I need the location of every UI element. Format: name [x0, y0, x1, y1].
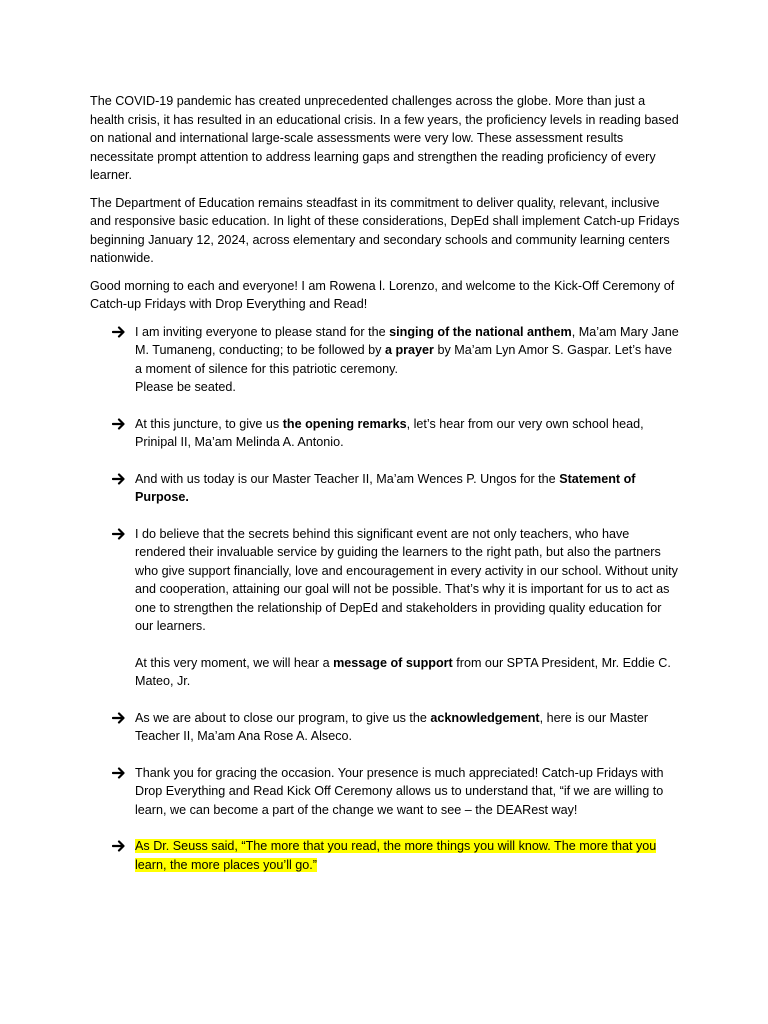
arrow-right-icon: [112, 837, 126, 855]
highlighted-quote: [135, 837, 680, 874]
intro-paragraph: The COVID-19 pandemic has created unprecedented challenges across the globe. More than just a health crisis, it has resulted in an educational crisis. In a few years, the proficiency levels in reading based on national and international large-scale assessments were very low. These assessment results necessitate prompt attention to address learning gaps and strengthen the reading proficiency of every learner.: [90, 94, 679, 182]
list-item-text: And with us today is our Master Teacher II, Ma’am Wences P. Ungos for the Statement of Purpose.: [135, 471, 636, 504]
list-item-text: At this juncture, to give us the opening remarks, let’s hear from our very own school head, Prinipal II, Ma’am Melinda A. Antonio.: [135, 416, 644, 449]
arrow-right-icon: [112, 323, 126, 341]
program-list: [90, 323, 680, 875]
list-item-acknowledgement: [90, 709, 680, 746]
list-item-thanks: [90, 764, 680, 820]
intro-section: [90, 92, 680, 314]
list-item-purpose: [90, 470, 680, 507]
list-item-text: Please be seated.: [135, 380, 236, 394]
intro-paragraph: The Department of Education remains steadfast in its commitment to deliver quality, relevant, inclusive and responsive basic education. In light of these considerations, DepEd shall implement Catch-up Fridays beginning January 12, 2024, across elementary and secondary schools and community learning centers nationwide.: [90, 195, 680, 265]
list-item-anthem: [90, 323, 680, 397]
arrow-right-icon: [112, 764, 126, 782]
arrow-right-icon: [112, 525, 126, 543]
list-item-text: As we are about to close our program, to give us the acknowledgement, here is our Master Teacher II, Ma’am Ana Rose A. Alseco.: [135, 710, 649, 743]
list-item-opening: [90, 415, 680, 452]
greeting-paragraph: Good morning to each and everyone! I am Rowena l. Lorenzo, and welcome to the Kick-Off Ceremony of Catch-up Fridays with Drop Everything and Read!: [90, 278, 675, 311]
list-item-text: Thank you for gracing the occasion. Your presence is much appreciated! Catch-up Fridays with Drop Everything and Read Kick Off Ceremony allows us to understand that, “if we are willing to learn, we can become a part of the change we want to see – the DEARest way!: [135, 765, 664, 817]
arrow-right-icon: [112, 415, 126, 433]
arrow-right-icon: [112, 470, 126, 488]
list-item-quote: [90, 837, 680, 874]
arrow-right-icon: [112, 709, 126, 727]
list-item-support: [90, 525, 680, 691]
list-item-text: I am inviting everyone to please stand for the singing of the national anthem, Ma’am Mary Jane M. Tumaneng, conducting; to be followed by a prayer by Ma’am Lyn Amor S. Gaspar. Let’s have a moment of silence for this patriotic ceremony.: [135, 324, 679, 376]
quote-text: As Dr. Seuss said, “The more that you read, the more things you will know. The more that you learn, the more places you’ll go.”: [135, 839, 657, 872]
list-item-text: At this very moment, we will hear a message of support from our SPTA President, Mr. Eddie C. Mateo, Jr.: [135, 655, 671, 688]
list-item-text: I do believe that the secrets behind this significant event are not only teachers, who have rendered their invaluable service by guiding the learners to the right path, but also the partners who give support financially, love and encouragement in every activity in our school. Without unity and cooperation, attaining our goal will not be possible. That’s why it is important for us to act as one to strengthen the relationship of DepEd and stakeholders in providing quality education for our learners.: [135, 526, 678, 633]
